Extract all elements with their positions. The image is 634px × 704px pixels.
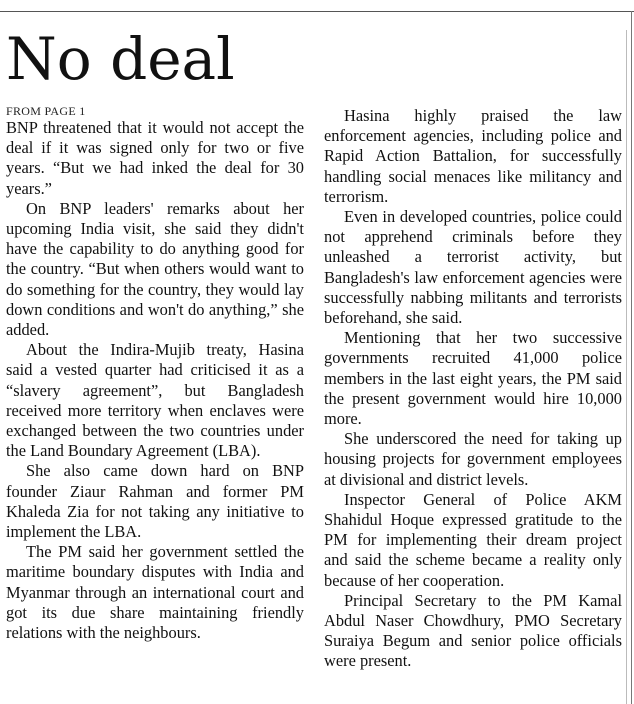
left-column [6,104,304,643]
right-column [324,106,622,672]
paragraph: She underscored the need for taking up housing projects for government employees at divisional and district levels. [324,429,622,489]
frame-inner-border [626,30,627,704]
paragraph: On BNP leaders' remarks about her upcoming India visit, she said they didn't have the capability to do anything good for the country. “But when others would want to do something for the country, they would lay down conditions and won't do anything,” she added. [6,198,304,340]
paragraph: About the Indira-Mujib treaty, Hasina said a vested quarter had criticised it as a “slavery agreement”, but Bangladesh received more territory when enclaves were exchanged between the two countries under the Land Boundary Agreement (LBA). [6,340,304,461]
top-rule [0,11,634,12]
paragraph: Principal Secretary to the PM Kamal Abdul Naser Chowdhury, PMO Secretary Suraiya Begum and senior police officials were present. [324,590,622,671]
paragraph: Mentioning that her two successive governments recruited 41,000 police members in the last eight years, the PM said the present government would hire 10,000 more. [324,328,622,429]
paragraph: The PM said her government settled the maritime boundary disputes with India and Myanmar through an international court and got its due share maintaining friendly relations with the neighbours. [6,542,304,643]
paragraph: Even in developed countries, police could not apprehend criminals before they unleashed a terrorist activity, but Bangladesh's law enforcement agencies were successfully nabbing militants and terrorists beforehand, she said. [324,207,622,328]
paragraph: She also came down hard on BNP founder Ziaur Rahman and former PM Khaleda Zia for not taking any initiative to implement the LBA. [6,461,304,542]
frame-border [631,11,632,704]
jump-kicker: FROM PAGE 1 [6,104,86,118]
paragraph: Inspector General of Police AKM Shahidul Hoque expressed gratitude to the PM for implementing their dream project and said the scheme became a reality only because of her cooperation. [324,489,622,590]
paragraph: BNP threatened that it would not accept the deal if it was signed only for two or five years. “But we had inked the deal for 30 years.” [6,118,304,198]
paragraph: Hasina highly praised the law enforcement agencies, including police and Rapid Action Battalion, for successfully handling social menaces like militancy and terrorism. [324,106,622,206]
headline: No deal [6,25,235,93]
